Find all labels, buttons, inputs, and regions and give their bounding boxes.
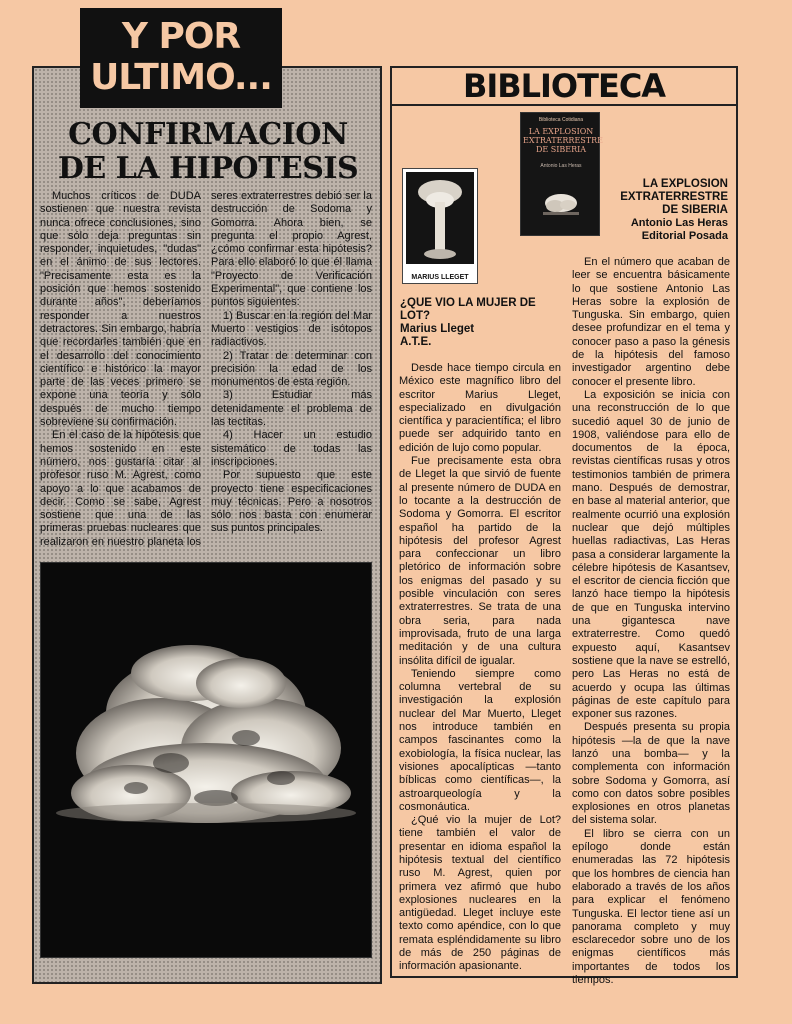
paragraph: El libro se cierra con un epílogo donde están enumeradas las 72 hipótesis que los hombres de ciencia han elaborado a través de los años para explicar el fenómeno Tunguska. El lector tiene así un panorama completo y muy esclarecedor sobre uno de los enigmas científicos más importantes de todos los tiempos. bbox=[572, 827, 730, 987]
section-banner bbox=[80, 8, 282, 108]
library-section-title: BIBLIOTECA bbox=[390, 66, 738, 106]
paragraph: ¿Qué vio la mujer de Lot? tiene también el valor de presentar en idioma español la hipótesis textual del científico ruso M. Agrest, quien por primera vez afirmó que hubo explosiones nucleares en la antigüedad. Lleget incluye este texto como apéndice, con lo que remata espléndidamente su libro de más de 250 páginas de información apasionante. bbox=[399, 814, 561, 973]
title-line: CONFIRMACION bbox=[68, 117, 348, 152]
article-title bbox=[40, 118, 376, 186]
book-title-line: EXTRATERRESTRE bbox=[620, 191, 728, 203]
book-heading-mujer-de-lot bbox=[400, 297, 560, 349]
cover-publisher: Biblioteca Cotidiana bbox=[538, 117, 584, 123]
review-explosion-siberia bbox=[572, 256, 730, 987]
banner-line: Y POR bbox=[121, 16, 241, 57]
book-title-line: DE SIBERIA bbox=[662, 204, 728, 216]
book-title-line: LOT? bbox=[400, 310, 431, 322]
cover-pillar-art bbox=[406, 172, 474, 264]
book-cover-mujer-de-lot bbox=[402, 168, 478, 284]
paragraph: Después presenta su propia hipótesis —la de que la nave lanzó una bomba— y la complementa con información sobre Sodoma y Gomorra, así como con datos sobre posibles explosiones en otros planetas del sistema solar. bbox=[572, 721, 730, 827]
cover-author: MARIUS LLEGET bbox=[411, 274, 469, 281]
book-author: Antonio Las Heras bbox=[630, 217, 728, 229]
nuclear-cloud-photo bbox=[40, 562, 372, 958]
book-title-line: ¿QUE VIO LA MUJER DE bbox=[400, 297, 536, 309]
paragraph: 3) Estudiar más detenidamente el problema de las tectitas. bbox=[211, 389, 372, 429]
review-mujer-de-lot bbox=[399, 362, 561, 974]
paragraph: En el número que acaban de leer se encuentra básicamente lo que sostiene Antonio Las Heras sobre la explosión de Tunguska. Sin embargo, quien desee profundizar en el tema y conocer paso a paso la génesis de la hipótesis del famoso investigador argentino debe conocer el presente libro. bbox=[572, 256, 730, 388]
paragraph: 4) Hacer un estudio sistemático de todas las inscripciones. bbox=[211, 429, 372, 468]
paragraph: En el caso de la hipótesis que hemos sostenido en este número, nos gustaría citar al profesor ruso M. Agrest, como apoyo a lo que acabamos de decir. Como se sabe, Agrest sostiene que una de las primeras pruebas nucleares que realizaron en nuestro planeta los seres extraterrestres debió ser la destrucción de Sodoma y Gomorra. Ahora bien, se pregunta el propio Agrest, ¿cómo confirmar esta hipótesis? Para ello elaboró lo que él llama "Proyecto de Verificación Experimental", que contiene los puntos siguientes: bbox=[40, 190, 372, 548]
paragraph: Desde hace tiempo circula en México este magnífico libro del escritor Marius Lleget, especializado en divulgación científica y paracientífica; el libro puede ser adquirido tanto en edición de lujo como popular. bbox=[399, 362, 561, 454]
title-line: DE LA HIPOTESIS bbox=[57, 151, 359, 186]
book-heading-explosion-siberia bbox=[560, 178, 728, 243]
book-publisher: Editorial Posada bbox=[641, 230, 728, 242]
banner-line: ULTIMO... bbox=[90, 57, 272, 98]
book-title-line: LA EXPLOSION bbox=[642, 178, 728, 190]
paragraph: Muchos críticos de DUDA sostienen que nuestra revista nunca ofrece conclusiones, sino que sólo deja preguntas sin responder, inquietudes, "dudas" en el ánimo de sus lectores. "Precisamente esta es la posición que hemos sostenido durante años", deberíamos responder a nuestros detractores. Sin embargo, habría que recordarles también que en el desarrollo del conocimiento científico e histórico la mayor parte de las veces primero se expone una teoría y sólo después de mucho tiempo sobreviene su confirmación. bbox=[40, 190, 201, 429]
paragraph: Fue precisamente esta obra de Lleget la que sirvió de fuente al presente número de DUDA en lo tocante a la destrucción de Sodoma y Gomorra. El escritor español ha partido de la hipótesis del profesor Agrest para confeccionar un libro pletórico de información sobre los enigmas del pasado y su posible vinculación con seres extraterrestres. Se trata de una obra seria, para nada improvisada, fruto de una larga meditación y de una cultura insólita difícil de igualar. bbox=[399, 455, 561, 667]
paragraph: Teniendo siempre como columna vertebral de su investigación la explosión nuclear del Mar Muerto, Lleget nos introduce también en campos fascinantes como la exobiología, la física nuclear, las visiones apocalípticas —tanto bíblicas como científicas—, la astroarqueología y la cosmonáutica. bbox=[399, 667, 561, 813]
paragraph: 2) Tratar de determinar con precisión la edad de los monumentos de esta región. bbox=[211, 349, 372, 389]
cover-image bbox=[406, 172, 474, 264]
book-author: Marius Lleget bbox=[400, 323, 475, 335]
cover-title: LA EXPLOSION EXTRATERRESTRE DE SIBERIA bbox=[523, 127, 603, 154]
paragraph: La exposición se inicia con una reconstrucción de lo que sucedió aquel 30 de junio de 1908, valiéndose para ello de documentos de la época, revistas científicas rusas y otros testimonios también de primera mano. Después de demostrar, en base al material anterior, que realmente ocurrió una explosión nuclear que dejó múltiples huellas radiactivas, Las Heras pasa a considerar largamente la célebre hipótesis de Kasantsev, el escritor de ciencia ficción que lanzó hace tiempo la hipótesis de que en Tunguska intervino una gigantesca nave extraterrestre. Como quedó expuesto aquí, Kasantsev sostiene que la nave se estrelló, pero Las Heras no está de acuerdo y ocupa las últimas páginas de este capítulo para exponer sus razones. bbox=[572, 388, 730, 721]
book-publisher: A.T.E. bbox=[400, 336, 432, 348]
paragraph: Por supuesto que este proyecto tiene especificaciones muy técnicas. Pero a nosotros sólo nos basta con enumerar sus puntos principales. bbox=[211, 469, 372, 535]
paragraph: 1) Buscar en la región del Mar Muerto vestigios de isótopos radiactivos. bbox=[211, 309, 372, 349]
article-body bbox=[40, 190, 372, 560]
cover-subtitle: Antonio Las Heras bbox=[540, 163, 582, 169]
mushroom-cloud-illustration bbox=[41, 563, 371, 957]
